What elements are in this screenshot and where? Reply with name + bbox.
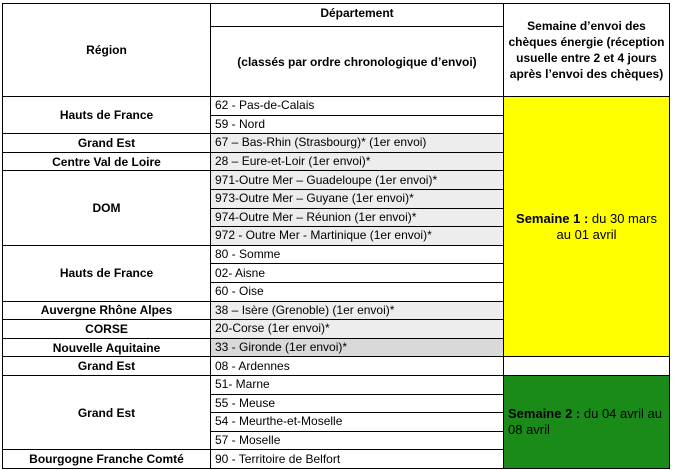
header-semaine: Semaine d’envoi des chèques énergie (réception usuelle entre 2 et 4 jours après l’envoi des chèques) xyxy=(504,4,670,97)
region-cell: Centre Val de Loire xyxy=(3,152,211,171)
semaine-1-label: Semaine 1 : xyxy=(516,210,589,226)
semaine-2-dates: du 04 avril au 08 avril xyxy=(508,405,662,437)
region-cell: Grand Est xyxy=(3,134,211,153)
departement-cell: 28 – Eure-et-Loir (1er envoi)* xyxy=(211,152,504,171)
departement-cell: 90 - Territoire de Belfort xyxy=(211,450,504,469)
semaine-2-cell xyxy=(504,375,670,468)
semaine-1-dates: du 30 mars au 01 avril xyxy=(556,210,657,242)
departement-cell: 59 - Nord xyxy=(211,115,504,134)
departement-cell: 51- Marne xyxy=(211,375,504,394)
departement-cell: 974-Outre Mer – Réunion (1er envoi)* xyxy=(211,208,504,227)
region-cell: Nouvelle Aquitaine xyxy=(3,338,211,357)
departement-cell: 60 - Oise xyxy=(211,282,504,301)
departement-cell: 55 - Meuse xyxy=(211,394,504,413)
region-cell: Hauts de France xyxy=(3,97,211,134)
departement-cell: 80 - Somme xyxy=(211,245,504,264)
header-departement-sub: (classés par ordre chronologique d’envoi) xyxy=(211,27,504,97)
departement-cell: 67 – Bas-Rhin (Strasbourg)* (1er envoi) xyxy=(211,134,504,153)
departement-cell: 57 - Moselle xyxy=(211,431,504,450)
region-cell: CORSE xyxy=(3,320,211,339)
schedule-table xyxy=(2,3,670,469)
header-region: Région xyxy=(3,4,211,97)
empty-cell xyxy=(504,357,670,376)
region-cell: DOM xyxy=(3,171,211,245)
departement-cell: 62 - Pas-de-Calais xyxy=(211,97,504,116)
departement-cell: 973-Outre Mer – Guyane (1er envoi)* xyxy=(211,189,504,208)
semaine-2-label: Semaine 2 : xyxy=(508,405,581,421)
departement-cell: 20-Corse (1er envoi)* xyxy=(211,320,504,339)
departement-cell: 33 - Gironde (1er envoi)* xyxy=(211,338,504,357)
departement-cell: 38 – Isère (Grenoble) (1er envoi)* xyxy=(211,301,504,320)
region-cell: Grand Est xyxy=(3,375,211,449)
region-cell: Auvergne Rhône Alpes xyxy=(3,301,211,320)
departement-cell: 02- Aisne xyxy=(211,264,504,283)
semaine-1-cell xyxy=(504,97,670,357)
departement-cell: 972 - Outre Mer - Martinique (1er envoi)* xyxy=(211,227,504,246)
region-cell: Bourgogne Franche Comté xyxy=(3,450,211,469)
departement-cell: 971-Outre Mer – Guadeloupe (1er envoi)* xyxy=(211,171,504,190)
region-cell: Hauts de France xyxy=(3,245,211,301)
departement-cell: 08 - Ardennes xyxy=(211,357,504,376)
departement-cell: 54 - Meurthe-et-Moselle xyxy=(211,413,504,432)
region-cell: Grand Est xyxy=(3,357,211,376)
header-departement: Département xyxy=(211,4,504,27)
